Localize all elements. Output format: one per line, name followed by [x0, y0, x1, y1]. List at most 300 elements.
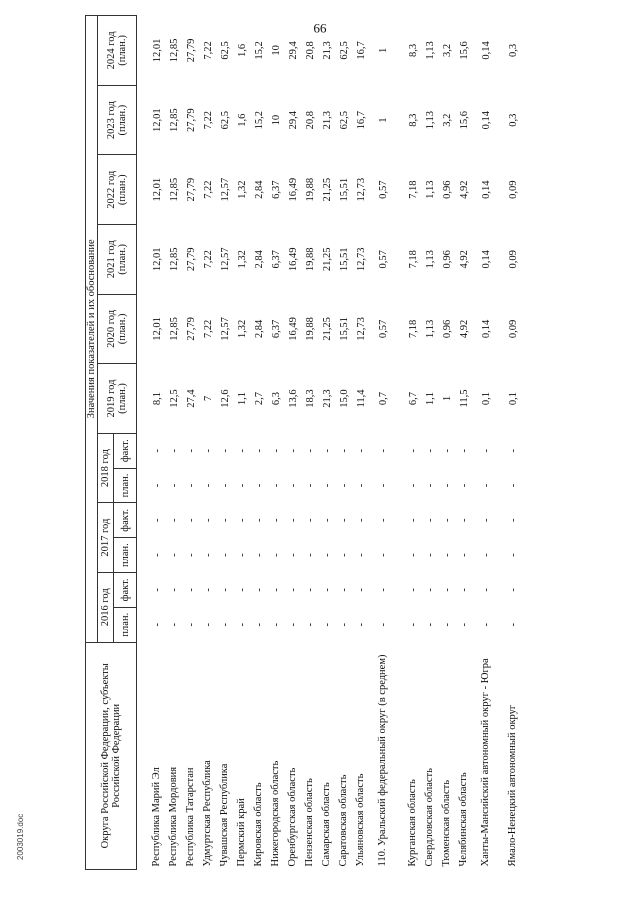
value-cell: 3,2	[442, 113, 454, 127]
value-cell: -	[237, 483, 249, 488]
value-cell: 4,92	[459, 250, 471, 269]
value-cell: -	[378, 553, 390, 557]
value-cell: 7,18	[408, 180, 420, 199]
value-cell: 21,25	[322, 247, 334, 272]
value-cell: -	[220, 518, 232, 523]
header-plan: план.	[114, 468, 137, 503]
table-row	[473, 16, 500, 870]
value-cell: 20,8	[305, 41, 317, 60]
value-cell: -	[254, 448, 266, 453]
value-cell: -	[237, 588, 249, 592]
value-cell: 13,6	[288, 389, 300, 408]
table-row	[370, 16, 397, 870]
value-cell: -	[220, 553, 232, 557]
value-cell: -	[322, 553, 334, 557]
header-fact: факт.	[114, 503, 137, 538]
value-cell: -	[322, 448, 334, 453]
value-cell: 16,7	[356, 41, 368, 60]
region-name: Республика Мордовия	[168, 766, 180, 867]
value-cell: -	[305, 622, 317, 627]
value-cell: 19,88	[305, 177, 317, 202]
value-cell: -	[459, 588, 471, 592]
value-cell: -	[203, 622, 215, 627]
value-cell: -	[203, 588, 215, 592]
value-cell: -	[220, 588, 232, 592]
value-cell: 62,5	[220, 41, 232, 60]
value-cell: -	[254, 518, 266, 523]
region-name: Нижегородская область	[270, 760, 282, 867]
region-name: Кировская область	[253, 782, 265, 867]
value-cell: -	[356, 588, 368, 592]
value-cell: -	[305, 448, 317, 453]
table-row	[200, 16, 217, 870]
value-cell: 21,25	[322, 317, 334, 341]
value-cell: 0,14	[481, 41, 493, 60]
footer-filename: 2003019.doc	[16, 813, 25, 860]
value-cell: 27,79	[186, 177, 198, 202]
value-cell: -	[356, 483, 368, 488]
value-cell: 29,4	[288, 41, 300, 60]
header-2024: 2024 год (план.)	[98, 16, 137, 86]
header-2018: 2018 год	[98, 433, 114, 503]
value-cell: -	[425, 483, 437, 488]
value-cell: 0,09	[508, 319, 520, 339]
value-cell: 21,3	[322, 389, 334, 408]
table-row	[319, 16, 336, 870]
value-cell: -	[186, 588, 198, 592]
value-cell: -	[288, 483, 300, 488]
value-cell: -	[508, 448, 520, 453]
value-cell: 0,7	[378, 391, 390, 406]
value-cell: 1,6	[237, 43, 249, 57]
value-cell: -	[203, 448, 215, 453]
region-name: 110. Уральский федеральный округ (в среднем)	[377, 654, 389, 867]
value-cell: -	[288, 622, 300, 627]
region-name: Тюменская область	[441, 779, 453, 867]
value-cell: -	[408, 518, 420, 523]
value-cell: 0,57	[378, 250, 390, 269]
region-name: Оренбургская область	[287, 767, 299, 867]
value-cell: -	[356, 448, 368, 453]
value-cell: 62,5	[339, 41, 351, 60]
value-cell: 7,18	[408, 250, 420, 269]
value-cell: 27,79	[186, 108, 198, 132]
table-body	[137, 16, 528, 870]
value-cell: -	[339, 518, 351, 523]
value-cell: 12,01	[152, 177, 164, 202]
value-cell: -	[152, 448, 164, 453]
table-row	[251, 16, 268, 870]
value-cell: 12,85	[169, 247, 181, 272]
value-cell: 12,85	[169, 38, 181, 63]
value-cell: 21,3	[322, 110, 334, 130]
value-cell: 19,88	[305, 317, 317, 341]
value-cell: 19,88	[305, 247, 317, 272]
page-number: 99	[313, 21, 327, 36]
value-cell: -	[152, 518, 164, 523]
value-cell: -	[481, 483, 493, 488]
header-fact: факт.	[114, 433, 137, 468]
region-name: Пензенская область	[304, 778, 316, 867]
value-cell: -	[339, 448, 351, 453]
table-row	[439, 16, 456, 870]
region-name: Челябинская область	[458, 772, 470, 867]
value-cell: 0,14	[481, 319, 493, 339]
value-cell: -	[459, 622, 471, 627]
value-cell: 0,14	[481, 180, 493, 199]
value-cell: -	[305, 588, 317, 592]
region-name: Свердловская область	[424, 768, 436, 867]
value-cell: 1	[442, 395, 454, 402]
value-cell: -	[169, 483, 181, 488]
value-cell: 15,0	[339, 389, 351, 408]
value-cell: 8,1	[152, 391, 164, 406]
value-cell: -	[425, 622, 437, 627]
value-cell: 18,3	[305, 389, 317, 408]
value-cell: 12,01	[152, 108, 164, 132]
value-cell: -	[339, 553, 351, 557]
header-district: Округа Российской Федерации, субъекты Российской Федерации	[86, 642, 137, 869]
value-cell: 6,37	[271, 180, 283, 199]
value-cell: 12,73	[356, 177, 368, 202]
value-cell: 16,7	[356, 110, 368, 130]
value-cell: 12,57	[220, 247, 232, 272]
value-cell: -	[305, 518, 317, 523]
value-cell: 4,92	[459, 319, 471, 339]
value-cell: 3,2	[442, 43, 454, 57]
value-cell: -	[378, 483, 390, 488]
value-cell: -	[271, 518, 283, 523]
value-cell: -	[288, 518, 300, 523]
value-cell: -	[408, 588, 420, 592]
region-name: Саратовская область	[338, 774, 350, 867]
value-cell: 16,49	[288, 317, 300, 341]
value-cell: -	[254, 588, 266, 592]
value-cell: 7,22	[203, 180, 215, 199]
value-cell: -	[203, 518, 215, 523]
region-name: Пермский край	[236, 798, 248, 867]
value-cell: 4,92	[459, 180, 471, 199]
value-cell: -	[339, 588, 351, 592]
table-row	[336, 16, 353, 870]
value-cell: -	[271, 448, 283, 453]
value-cell: 7,22	[203, 41, 215, 60]
value-cell: -	[271, 588, 283, 592]
value-cell: -	[408, 483, 420, 488]
value-cell: 12,73	[356, 317, 368, 341]
value-cell: 0,14	[481, 250, 493, 269]
value-cell: -	[203, 483, 215, 488]
table-row	[166, 16, 183, 870]
value-cell: 2,84	[254, 180, 266, 199]
table-row	[302, 16, 319, 870]
header-values-group: Значения показателей и их обоснование	[86, 16, 98, 643]
value-cell: -	[508, 518, 520, 523]
table-row	[137, 16, 167, 870]
header-2020: 2020 год (план.)	[98, 294, 137, 364]
value-cell: 12,85	[169, 317, 181, 341]
value-cell: -	[152, 622, 164, 627]
value-cell: 27,79	[186, 247, 198, 272]
value-cell: 7,18	[408, 319, 420, 339]
value-cell: -	[220, 483, 232, 488]
value-cell: -	[254, 483, 266, 488]
value-cell: -	[459, 448, 471, 453]
value-cell: -	[237, 622, 249, 627]
region-name: Ханты-Мансийский автономный округ - Югра	[480, 658, 492, 867]
value-cell: 27,4	[186, 389, 198, 408]
value-cell: 27,79	[186, 38, 198, 63]
value-cell: -	[356, 622, 368, 627]
value-cell: 20,8	[305, 110, 317, 130]
region-name: Чувашская Республика	[219, 763, 231, 867]
value-cell: -	[425, 588, 437, 592]
value-cell: 16,49	[288, 247, 300, 272]
value-cell: -	[169, 622, 181, 627]
header-plan: план.	[114, 538, 137, 573]
value-cell: 7	[203, 395, 215, 402]
region-name: Республика Марий Эл	[151, 767, 163, 867]
value-cell: 15,2	[254, 41, 266, 60]
value-cell: -	[481, 448, 493, 453]
value-cell: -	[271, 622, 283, 627]
value-cell: -	[425, 448, 437, 453]
value-cell: 11,4	[356, 389, 368, 408]
value-cell: -	[169, 518, 181, 523]
value-cell: 1,13	[425, 180, 437, 199]
value-cell: -	[186, 622, 198, 627]
value-cell: 6,7	[408, 391, 420, 406]
value-cell: -	[442, 622, 454, 627]
indicators-table	[85, 15, 527, 870]
region-name: Ульяновская область	[355, 773, 367, 867]
value-cell: -	[186, 483, 198, 488]
value-cell: 1,32	[237, 319, 249, 339]
value-cell: -	[481, 588, 493, 592]
value-cell: 1,13	[425, 250, 437, 269]
value-cell: -	[305, 553, 317, 557]
value-cell: -	[356, 518, 368, 523]
value-cell: -	[288, 588, 300, 592]
value-cell: 15,51	[339, 317, 351, 341]
value-cell: 15,6	[459, 41, 471, 60]
value-cell: -	[322, 622, 334, 627]
value-cell: 1	[378, 47, 390, 54]
value-cell: -	[481, 518, 493, 523]
value-cell: 8,3	[408, 43, 420, 57]
value-cell: 7,22	[203, 250, 215, 269]
value-cell: -	[186, 553, 198, 557]
value-cell: -	[271, 553, 283, 557]
value-cell: -	[169, 553, 181, 557]
value-cell: 12,01	[152, 38, 164, 63]
value-cell: 6,3	[271, 391, 283, 406]
value-cell: 1,1	[237, 391, 249, 406]
value-cell: 12,57	[220, 317, 232, 341]
header-2016: 2016 год	[98, 572, 114, 642]
value-cell: -	[378, 622, 390, 627]
region-name: Ямало-Ненецкий автономный округ	[507, 704, 519, 867]
value-cell: -	[442, 553, 454, 557]
value-cell: 1,13	[425, 319, 437, 339]
value-cell: 12,6	[220, 389, 232, 408]
value-cell: 1,1	[425, 391, 437, 406]
value-cell: 21,3	[322, 41, 334, 60]
value-cell: 10	[271, 45, 283, 56]
value-cell: -	[237, 448, 249, 453]
value-cell: 12,73	[356, 247, 368, 272]
value-cell: 62,5	[220, 110, 232, 130]
value-cell: -	[378, 588, 390, 592]
table-row	[183, 16, 200, 870]
value-cell: -	[508, 483, 520, 488]
value-cell: -	[378, 448, 390, 453]
table-row	[397, 16, 422, 870]
header-fact: факт.	[114, 572, 137, 607]
header-2019: 2019 год (план.)	[98, 364, 137, 434]
value-cell: 10	[271, 114, 283, 126]
value-cell: -	[169, 448, 181, 453]
value-cell: 6,37	[271, 319, 283, 339]
value-cell: 2,7	[254, 391, 266, 406]
value-cell: 27,79	[186, 317, 198, 341]
table-row	[422, 16, 439, 870]
value-cell: -	[459, 483, 471, 488]
table-row	[234, 16, 251, 870]
value-cell: 8,3	[408, 113, 420, 127]
value-cell: -	[442, 483, 454, 488]
value-cell: -	[186, 518, 198, 523]
value-cell: -	[322, 518, 334, 523]
value-cell: 12,01	[152, 317, 164, 341]
value-cell: -	[288, 448, 300, 453]
region-name: Республика Татарстан	[185, 767, 197, 867]
header-2022: 2022 год (план.)	[98, 155, 137, 225]
value-cell: -	[481, 553, 493, 557]
value-cell: 0,3	[508, 113, 520, 127]
value-cell: -	[356, 553, 368, 557]
value-cell: -	[459, 518, 471, 523]
value-cell: 16,49	[288, 177, 300, 202]
value-cell: -	[237, 518, 249, 523]
value-cell: -	[152, 588, 164, 592]
value-cell: -	[152, 483, 164, 488]
value-cell: -	[508, 622, 520, 627]
value-cell: 6,37	[271, 250, 283, 269]
value-cell: 0,96	[442, 250, 454, 269]
value-cell: 12,57	[220, 177, 232, 202]
value-cell: 2,84	[254, 250, 266, 269]
value-cell: -	[408, 553, 420, 557]
value-cell: 62,5	[339, 110, 351, 130]
value-cell: 0,96	[442, 180, 454, 199]
table-row	[500, 16, 527, 870]
value-cell: -	[220, 448, 232, 453]
value-cell: -	[425, 553, 437, 557]
value-cell: 12,85	[169, 177, 181, 202]
value-cell: -	[322, 588, 334, 592]
value-cell: -	[408, 622, 420, 627]
value-cell: -	[339, 622, 351, 627]
header-plan: план.	[114, 607, 137, 642]
value-cell: 7,22	[203, 319, 215, 339]
value-cell: -	[322, 483, 334, 488]
value-cell: 0,09	[508, 180, 520, 199]
header-2023: 2023 год (план.)	[98, 85, 137, 155]
value-cell: -	[169, 588, 181, 592]
value-cell: -	[186, 448, 198, 453]
value-cell: -	[152, 553, 164, 557]
region-name: Самарская область	[321, 782, 333, 867]
value-cell: 11,5	[459, 389, 471, 408]
value-cell: 0,09	[508, 250, 520, 269]
value-cell: -	[442, 518, 454, 523]
value-cell: -	[288, 553, 300, 557]
value-cell: 0,57	[378, 180, 390, 199]
value-cell: 1,13	[425, 41, 437, 60]
value-cell: 12,5	[169, 389, 181, 408]
value-cell: 1,32	[237, 180, 249, 199]
table-row	[456, 16, 473, 870]
value-cell: -	[408, 448, 420, 453]
value-cell: 1,32	[237, 250, 249, 269]
value-cell: -	[508, 588, 520, 592]
table-row	[285, 16, 302, 870]
value-cell: 2,84	[254, 319, 266, 339]
value-cell: 1,13	[425, 110, 437, 130]
value-cell: -	[305, 483, 317, 488]
table-row	[268, 16, 285, 870]
value-cell: 15,51	[339, 177, 351, 202]
rotated-table-container	[85, 15, 605, 870]
value-cell: -	[203, 553, 215, 557]
value-cell: 12,85	[169, 108, 181, 132]
value-cell: -	[378, 518, 390, 523]
value-cell: 0,57	[378, 319, 390, 339]
region-name: Удмуртская Республика	[202, 760, 214, 867]
header-2021: 2021 год (план.)	[98, 225, 137, 295]
value-cell: 12,01	[152, 247, 164, 272]
value-cell: -	[459, 553, 471, 557]
value-cell: 7,22	[203, 110, 215, 130]
value-cell: 15,51	[339, 247, 351, 272]
value-cell: -	[237, 553, 249, 557]
value-cell: -	[339, 483, 351, 488]
value-cell: 0,96	[442, 319, 454, 339]
header-2017: 2017 год	[98, 503, 114, 573]
value-cell: 0,1	[508, 391, 520, 406]
value-cell: -	[508, 553, 520, 557]
value-cell: -	[442, 588, 454, 592]
value-cell: 1,6	[237, 113, 249, 127]
value-cell: 15,6	[459, 110, 471, 130]
value-cell: 21,25	[322, 177, 334, 202]
table-row	[353, 16, 370, 870]
region-name: Курганская область	[407, 779, 419, 867]
value-cell: 0,3	[508, 43, 520, 57]
table-row	[217, 16, 234, 870]
value-cell: -	[254, 622, 266, 627]
value-cell: 1	[378, 117, 390, 123]
value-cell: 29,4	[288, 110, 300, 130]
value-cell: 0,14	[481, 110, 493, 130]
value-cell: -	[481, 622, 493, 627]
value-cell: -	[254, 553, 266, 557]
value-cell: -	[425, 518, 437, 523]
value-cell: -	[271, 483, 283, 488]
value-cell: -	[220, 622, 232, 627]
value-cell: 0,1	[481, 391, 493, 406]
